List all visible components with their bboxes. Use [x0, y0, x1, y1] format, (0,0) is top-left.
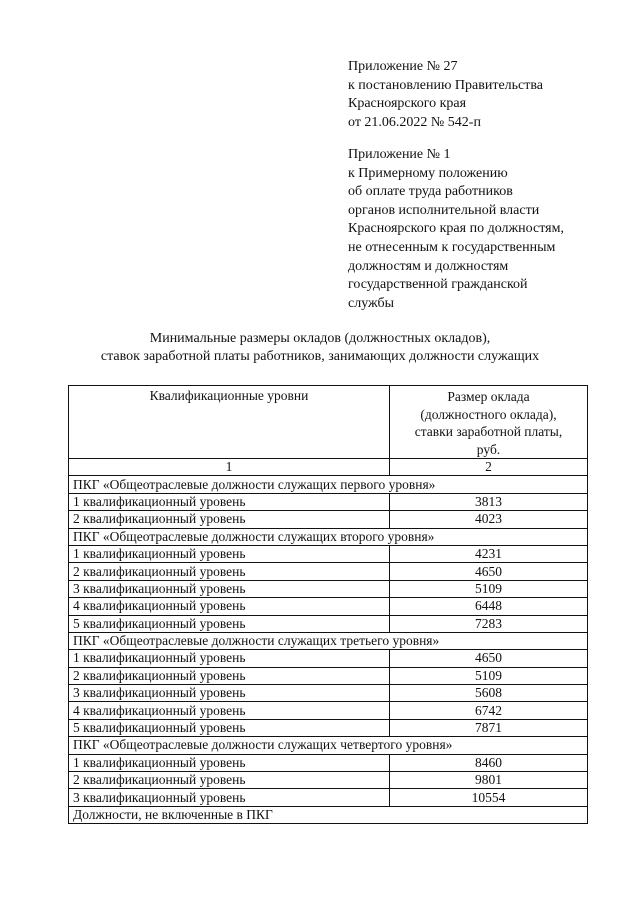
annex-sub-line: должностям и должностям [348, 258, 509, 274]
table-row [69, 719, 588, 736]
level-label: 1 квалификационный уровень [69, 493, 390, 510]
level-label: 4 квалификационный уровень [69, 702, 390, 719]
salary-value: 4231 [390, 545, 588, 562]
title-line-2: ставок заработной платы работников, занимающих должности служащих [100, 349, 540, 364]
salary-value: 6742 [390, 702, 588, 719]
table-row [69, 615, 588, 632]
level-label: 1 квалификационный уровень [69, 650, 390, 667]
salary-value: 5608 [390, 685, 588, 702]
salary-value: 10554 [390, 789, 588, 806]
annex-sub-line: органов исполнительной власти [348, 202, 540, 218]
annex-main-line: Красноярского края [348, 96, 467, 112]
salary-value: 9801 [390, 772, 588, 789]
table-header-row [69, 386, 588, 459]
table-group-row [69, 476, 588, 493]
table-group-row [69, 528, 588, 545]
table-row [69, 772, 588, 789]
table-row [69, 754, 588, 771]
header-salary-line: ставки заработной платы, [414, 424, 563, 439]
group-label: ПКГ «Общеотраслевые должности служащих второго уровня» [69, 528, 588, 545]
header-salary-line: руб. [476, 441, 501, 457]
salary-value: 4023 [390, 511, 588, 528]
table-row [69, 667, 588, 684]
header-salary-line: (должностного оклада), [420, 406, 557, 422]
group-label: ПКГ «Общеотраслевые должности служащих четвертого уровня» [69, 737, 588, 754]
annex-main-line: от 21.06.2022 № 542-п [348, 114, 481, 130]
level-label: 3 квалификационный уровень [69, 580, 390, 597]
salary-value: 7871 [390, 719, 588, 736]
header-salary-line: Размер оклада [447, 389, 530, 404]
annex-sub-line: об оплате труда работников [348, 184, 513, 200]
level-label: 3 квалификационный уровень [69, 789, 390, 806]
annex-sub-line: к Примерному положению [348, 165, 508, 181]
salary-value: 4650 [390, 563, 588, 580]
level-label: 2 квалификационный уровень [69, 563, 390, 580]
salary-value: 7283 [390, 615, 588, 632]
annex-sub-line: Приложение № 1 [348, 147, 451, 162]
table-row [69, 598, 588, 615]
header-qualification-levels: Квалификационные уровни [69, 386, 390, 459]
group-label: Должности, не включенные в ПКГ [69, 806, 588, 823]
annex-main-line: к постановлению Правительства [348, 77, 544, 93]
level-label: 2 квалификационный уровень [69, 511, 390, 528]
group-label: ПКГ «Общеотраслевые должности служащих третьего уровня» [69, 632, 588, 649]
salary-table [68, 385, 588, 824]
group-label: ПКГ «Общеотраслевые должности служащих первого уровня» [69, 476, 588, 493]
salary-value: 5109 [390, 667, 588, 684]
salary-value: 6448 [390, 598, 588, 615]
table-row [69, 580, 588, 597]
table-row [69, 545, 588, 562]
column-number-row [69, 459, 588, 476]
table-group-row [69, 806, 588, 823]
level-label: 4 квалификационный уровень [69, 598, 390, 615]
level-label: 1 квалификационный уровень [69, 754, 390, 771]
level-label: 1 квалификационный уровень [69, 545, 390, 562]
level-label: 3 квалификационный уровень [69, 685, 390, 702]
annex-sub-line: государственной гражданской [348, 277, 528, 293]
level-label: 2 квалификационный уровень [69, 772, 390, 789]
salary-value: 4650 [390, 650, 588, 667]
table-group-row [69, 632, 588, 649]
column-number-1: 1 [69, 459, 390, 476]
annex-main-block [348, 58, 543, 132]
table-row [69, 563, 588, 580]
level-label: 5 квалификационный уровень [69, 719, 390, 736]
annex-sub-line: не отнесенным к государственным [348, 239, 556, 255]
header-salary-size [390, 386, 588, 459]
annex-sub-line: Красноярского края по должностям, [348, 221, 564, 237]
column-number-2: 2 [390, 459, 588, 476]
table-row [69, 650, 588, 667]
salary-value: 3813 [390, 493, 588, 510]
table-row [69, 685, 588, 702]
document-title [0, 330, 640, 366]
table-row [69, 493, 588, 510]
table-row [69, 511, 588, 528]
salary-value: 5109 [390, 580, 588, 597]
table-group-row [69, 737, 588, 754]
annex-sub-line: службы [348, 295, 395, 311]
title-line-1: Минимальные размеры окладов (должностных окладов), [149, 331, 491, 346]
annex-sub-block [348, 146, 564, 313]
salary-value: 8460 [390, 754, 588, 771]
table-row [69, 789, 588, 806]
level-label: 2 квалификационный уровень [69, 667, 390, 684]
level-label: 5 квалификационный уровень [69, 615, 390, 632]
table-row [69, 702, 588, 719]
annex-main-line: Приложение № 27 [348, 59, 458, 74]
